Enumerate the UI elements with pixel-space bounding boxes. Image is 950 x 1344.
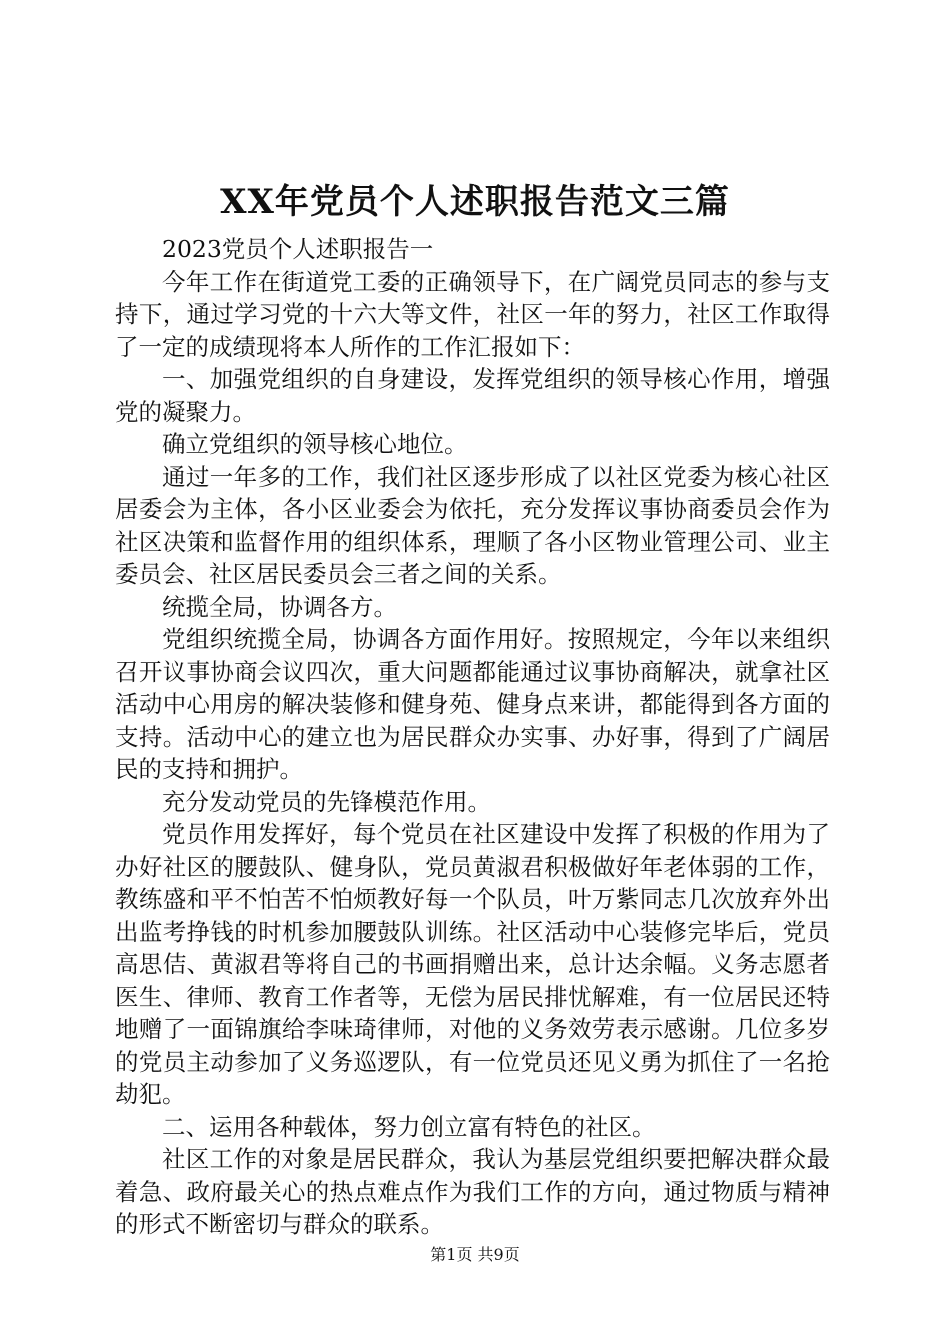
paragraph: 社区工作的对象是居民群众，我认为基层党组织要把解决群众最着急、政府最关心的热点难点作为我们工作的方向，通过物质与精神的形式不断密切与群众的联系。 [115,1145,830,1238]
paragraph: 确立党组织的领导核心地位。 [162,430,468,458]
document-title: XX年党员个人述职报告范文三篇 [220,182,730,222]
paragraph: 一、加强党组织的自身建设，发挥党组织的领导核心作用，增强党的凝聚力。 [115,365,830,426]
page-number: 第1页 共9页 [430,1245,520,1264]
paragraph: 统揽全局，协调各方。 [162,592,397,621]
section-heading: 2023党员个人述职报告一 [162,235,434,263]
paragraph: 党员作用发挥好，每个党员在社区建设中发挥了积极的作用为了办好社区的腰鼓队、健身队，党员黄淑君积极做好年老体弱的工作，教练盛和平不怕苦不怕烦教好每一个队员，叶万紫同志几次放弃外出出监考挣钱的时机参加腰鼓队训练。社区活动中心装修完毕后，党员高思佶、黄淑君等将自己的书画捐赠出来，总计达余幅。义务志愿者医生、律师、教育工作者等，无偿为居民排忧解难，有一位居民还特地赠了一面锦旗给李味琦律师，对他的义务效劳表示感谢。几位多岁的党员主动参加了义务巡逻队，有一位党员还见义勇为抓住了一名抢劫犯。 [115,820,830,1108]
paragraph: 二、运用各种载体，努力创立富有特色的社区。 [162,1112,656,1141]
paragraph: 党组织统揽全局，协调各方面作用好。按照规定，今年以来组织召开议事协商会议四次，重大问题都能通过议事协商解决，就拿社区活动中心用房的解决装修和健身苑、健身点来讲，都能得到各方面的支持。活动中心的建立也为居民群众办实事、办好事，得到了广阔居民的支持和拥护。 [115,625,830,783]
document-body [115,233,830,1241]
paragraph: 充分发动党员的先锋模范作用。 [162,787,491,816]
paragraph: 通过一年多的工作，我们社区逐步形成了以社区党委为核心社区居委会为主体，各小区业委会为依托，充分发挥议事协商委员会作为社区决策和监督作用的组织体系，理顺了各小区物业管理公司、业主委员会、社区居民委员会三者之间的关系。 [115,462,830,588]
paragraph: 今年工作在街道党工委的正确领导下，在广阔党员同志的参与支持下，通过学习党的十六大等文件，社区一年的努力，社区工作取得了一定的成绩现将本人所作的工作汇报如下： [115,267,830,361]
